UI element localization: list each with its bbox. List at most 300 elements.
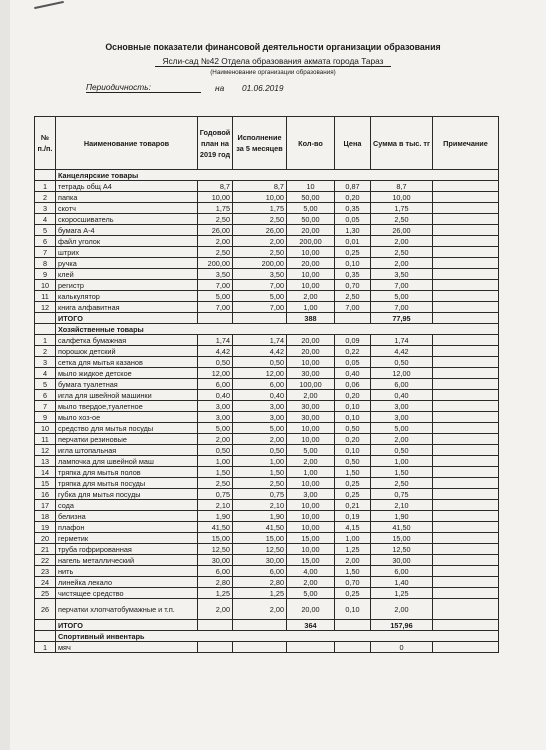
note-cell <box>433 357 499 368</box>
sum-value: 41,50 <box>371 522 433 533</box>
exec-value: 0,75 <box>233 489 287 500</box>
price-value: 1,25 <box>335 544 371 555</box>
table-row <box>35 258 499 269</box>
exec-value: 8,7 <box>233 181 287 192</box>
sum-value: 12,00 <box>371 368 433 379</box>
note-cell <box>433 192 499 203</box>
price-value: 0,22 <box>335 346 371 357</box>
sum-value: 26,00 <box>371 225 433 236</box>
note-cell <box>433 225 499 236</box>
col-header-exec: Исполнение за 5 месяцев <box>233 117 287 170</box>
total-row <box>35 620 499 631</box>
sum-value: 1,00 <box>371 456 433 467</box>
report-date: 01.06.2019 <box>242 83 284 93</box>
exec-value: 41,50 <box>233 522 287 533</box>
table-row <box>35 269 499 280</box>
pen-mark <box>34 1 64 9</box>
row-number: 26 <box>35 599 56 620</box>
row-number: 16 <box>35 489 56 500</box>
exec-value: 3,00 <box>233 412 287 423</box>
item-name: книга алфавитная <box>56 302 198 313</box>
col-header-qty: Кол-во <box>287 117 335 170</box>
item-name: игла штопальная <box>56 445 198 456</box>
section-title: Хозяйственные товары <box>56 324 499 335</box>
exec-value: 200,00 <box>233 258 287 269</box>
row-number: 11 <box>35 291 56 302</box>
exec-value: 0,40 <box>233 390 287 401</box>
row-number: 2 <box>35 346 56 357</box>
row-number: 6 <box>35 236 56 247</box>
price-value: 0,10 <box>335 401 371 412</box>
price-value: 0,25 <box>335 489 371 500</box>
sum-value: 8,7 <box>371 181 433 192</box>
sum-value: 5,00 <box>371 423 433 434</box>
plan-value: 41,50 <box>198 522 233 533</box>
table-row <box>35 588 499 599</box>
section-title: Канцелярские товары <box>56 170 499 181</box>
sum-value: 3,00 <box>371 401 433 412</box>
plan-value: 12,50 <box>198 544 233 555</box>
plan-value: 1,90 <box>198 511 233 522</box>
total-qty: 388 <box>287 313 335 324</box>
price-value <box>335 642 371 653</box>
plan-value: 7,00 <box>198 302 233 313</box>
sum-value: 1,75 <box>371 203 433 214</box>
price-value: 0,10 <box>335 445 371 456</box>
price-value: 0,05 <box>335 214 371 225</box>
price-value: 1,50 <box>335 467 371 478</box>
plan-value: 0,50 <box>198 357 233 368</box>
sum-value: 3,00 <box>371 412 433 423</box>
sum-value: 0,40 <box>371 390 433 401</box>
note-cell <box>433 280 499 291</box>
exec-value: 2,80 <box>233 577 287 588</box>
item-name: калькулятор <box>56 291 198 302</box>
plan-value: 0,50 <box>198 445 233 456</box>
row-number: 12 <box>35 445 56 456</box>
period-na: на <box>215 83 225 93</box>
table-row <box>35 357 499 368</box>
qty-value: 10,00 <box>287 522 335 533</box>
price-value: 0,09 <box>335 335 371 346</box>
table-row <box>35 577 499 588</box>
note-cell <box>433 390 499 401</box>
price-value: 0,87 <box>335 181 371 192</box>
exec-value: 2,10 <box>233 500 287 511</box>
price-value: 0,06 <box>335 379 371 390</box>
qty-value: 2,00 <box>287 577 335 588</box>
item-name: чистящее средство <box>56 588 198 599</box>
exec-value: 0,50 <box>233 357 287 368</box>
price-value: 0,20 <box>335 390 371 401</box>
item-name: средство для мытья посуды <box>56 423 198 434</box>
price-value: 0,20 <box>335 434 371 445</box>
qty-value: 10,00 <box>287 357 335 368</box>
table-cell <box>335 620 371 631</box>
exec-value: 6,00 <box>233 379 287 390</box>
plan-value: 3,00 <box>198 412 233 423</box>
sum-value: 6,00 <box>371 566 433 577</box>
note-cell <box>433 456 499 467</box>
period-label: Периодичность: <box>86 82 201 93</box>
table-cell <box>35 170 56 181</box>
organization-name: Ясли-сад №42 Отдела образования акмата города Тараз <box>155 56 392 67</box>
plan-value: 2,80 <box>198 577 233 588</box>
item-name: файл уголок <box>56 236 198 247</box>
table-row <box>35 445 499 456</box>
qty-value: 4,00 <box>287 566 335 577</box>
section-row <box>35 170 499 181</box>
note-cell <box>433 544 499 555</box>
row-number: 1 <box>35 181 56 192</box>
note-cell <box>433 181 499 192</box>
price-value: 0,25 <box>335 478 371 489</box>
note-cell <box>433 379 499 390</box>
row-number: 5 <box>35 379 56 390</box>
price-value: 0,10 <box>335 599 371 620</box>
row-number: 7 <box>35 401 56 412</box>
total-label: ИТОГО <box>56 313 198 324</box>
item-name: белизна <box>56 511 198 522</box>
note-cell <box>433 247 499 258</box>
row-number: 21 <box>35 544 56 555</box>
item-name: бумага А-4 <box>56 225 198 236</box>
table-row <box>35 412 499 423</box>
item-name: бумага туалетная <box>56 379 198 390</box>
sum-value: 0,75 <box>371 489 433 500</box>
table-row <box>35 456 499 467</box>
table-cell <box>35 631 56 642</box>
note-cell <box>433 500 499 511</box>
row-number: 11 <box>35 434 56 445</box>
exec-value: 30,00 <box>233 555 287 566</box>
price-value: 0,40 <box>335 368 371 379</box>
row-number: 12 <box>35 302 56 313</box>
table-cell <box>35 324 56 335</box>
plan-value: 0,40 <box>198 390 233 401</box>
item-name: регистр <box>56 280 198 291</box>
exec-value: 6,00 <box>233 566 287 577</box>
qty-value: 20,00 <box>287 346 335 357</box>
table-cell <box>433 620 499 631</box>
qty-value: 100,00 <box>287 379 335 390</box>
row-number: 1 <box>35 642 56 653</box>
document-title: Основные показатели финансовой деятельности организации образования <box>105 42 441 52</box>
exec-value: 2,50 <box>233 247 287 258</box>
row-number: 14 <box>35 467 56 478</box>
table-cell <box>433 313 499 324</box>
plan-value: 7,00 <box>198 280 233 291</box>
table-row <box>35 566 499 577</box>
qty-value: 3,00 <box>287 489 335 500</box>
plan-value: 1,75 <box>198 203 233 214</box>
price-value: 0,05 <box>335 357 371 368</box>
qty-value: 5,00 <box>287 445 335 456</box>
price-value: 0,70 <box>335 577 371 588</box>
note-cell <box>433 214 499 225</box>
price-value: 4,15 <box>335 522 371 533</box>
qty-value: 5,00 <box>287 203 335 214</box>
table-row <box>35 423 499 434</box>
sum-value: 3,50 <box>371 269 433 280</box>
table-row <box>35 181 499 192</box>
table-row <box>35 489 499 500</box>
sum-value: 1,50 <box>371 467 433 478</box>
note-cell <box>433 588 499 599</box>
table-row <box>35 291 499 302</box>
table-row <box>35 401 499 412</box>
exec-value: 2,50 <box>233 214 287 225</box>
table-row <box>35 236 499 247</box>
note-cell <box>433 291 499 302</box>
qty-value: 10,00 <box>287 500 335 511</box>
row-number: 2 <box>35 192 56 203</box>
col-header-price: Цена <box>335 117 371 170</box>
item-name: труба гофрированная <box>56 544 198 555</box>
qty-value: 10,00 <box>287 247 335 258</box>
row-number: 24 <box>35 577 56 588</box>
qty-value: 2,00 <box>287 291 335 302</box>
paper-edge <box>0 0 10 750</box>
exec-value: 1,25 <box>233 588 287 599</box>
sum-value: 1,90 <box>371 511 433 522</box>
total-row <box>35 313 499 324</box>
total-label: ИТОГО <box>56 620 198 631</box>
price-value: 1,50 <box>335 566 371 577</box>
table-row <box>35 500 499 511</box>
plan-value: 1,00 <box>198 456 233 467</box>
plan-value: 2,50 <box>198 247 233 258</box>
col-header-name: Наименование товаров <box>56 117 198 170</box>
row-number: 7 <box>35 247 56 258</box>
organization-line <box>0 56 546 66</box>
exec-value: 4,42 <box>233 346 287 357</box>
table-cell <box>35 620 56 631</box>
plan-value: 2,00 <box>198 434 233 445</box>
plan-value: 5,00 <box>198 423 233 434</box>
exec-value: 2,00 <box>233 434 287 445</box>
table-header <box>35 117 499 170</box>
qty-value: 2,00 <box>287 456 335 467</box>
plan-value: 2,10 <box>198 500 233 511</box>
row-number: 10 <box>35 280 56 291</box>
qty-value: 20,00 <box>287 335 335 346</box>
table-row <box>35 544 499 555</box>
note-cell <box>433 533 499 544</box>
table-cell <box>198 313 233 324</box>
item-name: мыло хоз-ое <box>56 412 198 423</box>
note-cell <box>433 522 499 533</box>
row-number: 6 <box>35 390 56 401</box>
note-cell <box>433 566 499 577</box>
plan-value: 12,00 <box>198 368 233 379</box>
item-name: тряпка для мытья полов <box>56 467 198 478</box>
plan-value: 8,7 <box>198 181 233 192</box>
plan-value: 30,00 <box>198 555 233 566</box>
exec-value: 12,50 <box>233 544 287 555</box>
price-value: 2,50 <box>335 291 371 302</box>
note-cell <box>433 258 499 269</box>
sum-value: 7,00 <box>371 280 433 291</box>
sum-value: 0,50 <box>371 445 433 456</box>
organization-note: (Наименование организации образования) <box>210 69 336 76</box>
price-value: 0,50 <box>335 423 371 434</box>
plan-value: 1,50 <box>198 467 233 478</box>
price-value: 2,00 <box>335 555 371 566</box>
note-cell <box>433 302 499 313</box>
item-name: порошок детский <box>56 346 198 357</box>
note-cell <box>433 467 499 478</box>
plan-value: 6,00 <box>198 566 233 577</box>
price-value: 0,10 <box>335 412 371 423</box>
table-row <box>35 247 499 258</box>
row-number: 23 <box>35 566 56 577</box>
row-number: 25 <box>35 588 56 599</box>
item-name: сетка для мытья казанов <box>56 357 198 368</box>
qty-value: 10,00 <box>287 423 335 434</box>
row-number: 5 <box>35 225 56 236</box>
item-name: салфетка бумажная <box>56 335 198 346</box>
exec-value: 15,00 <box>233 533 287 544</box>
note-cell <box>433 445 499 456</box>
plan-value: 3,00 <box>198 401 233 412</box>
sum-value: 2,00 <box>371 434 433 445</box>
sum-value: 4,42 <box>371 346 433 357</box>
qty-value: 30,00 <box>287 368 335 379</box>
col-header-plan: Годовой план на 2019 год <box>198 117 233 170</box>
item-name: лампочка для швейной маш <box>56 456 198 467</box>
exec-value: 7,00 <box>233 302 287 313</box>
col-header-note: Примечание <box>433 117 499 170</box>
table-row <box>35 346 499 357</box>
table-row <box>35 302 499 313</box>
col-header-number: № п./п. <box>35 117 56 170</box>
exec-value: 1,90 <box>233 511 287 522</box>
note-cell <box>433 335 499 346</box>
note-cell <box>433 478 499 489</box>
sum-value: 10,00 <box>371 192 433 203</box>
qty-value: 15,00 <box>287 555 335 566</box>
qty-value: 20,00 <box>287 258 335 269</box>
qty-value: 10,00 <box>287 511 335 522</box>
table-row <box>35 642 499 653</box>
sum-value: 2,50 <box>371 247 433 258</box>
total-sum: 77,95 <box>371 313 433 324</box>
sum-value: 2,50 <box>371 214 433 225</box>
note-cell <box>433 236 499 247</box>
note-cell <box>433 642 499 653</box>
plan-value: 5,00 <box>198 291 233 302</box>
table-row <box>35 368 499 379</box>
sum-value: 30,00 <box>371 555 433 566</box>
row-number: 22 <box>35 555 56 566</box>
row-number: 19 <box>35 522 56 533</box>
row-number: 1 <box>35 335 56 346</box>
qty-value: 1,00 <box>287 467 335 478</box>
price-value: 1,30 <box>335 225 371 236</box>
plan-value: 2,00 <box>198 599 233 620</box>
section-title: Спортивный инвентарь <box>56 631 499 642</box>
item-name: нить <box>56 566 198 577</box>
price-value: 1,00 <box>335 533 371 544</box>
sum-value: 1,40 <box>371 577 433 588</box>
note-cell <box>433 412 499 423</box>
note-cell <box>433 346 499 357</box>
sum-value: 15,00 <box>371 533 433 544</box>
item-name: скотч <box>56 203 198 214</box>
note-cell <box>433 555 499 566</box>
exec-value: 5,00 <box>233 291 287 302</box>
plan-value: 15,00 <box>198 533 233 544</box>
qty-value: 5,00 <box>287 588 335 599</box>
item-name: ручка <box>56 258 198 269</box>
item-name: тетрадь общ А4 <box>56 181 198 192</box>
note-cell <box>433 401 499 412</box>
table-row <box>35 214 499 225</box>
qty-value: 30,00 <box>287 401 335 412</box>
price-value: 0,20 <box>335 192 371 203</box>
row-number: 3 <box>35 357 56 368</box>
plan-value: 1,74 <box>198 335 233 346</box>
row-number: 13 <box>35 456 56 467</box>
row-number: 4 <box>35 214 56 225</box>
plan-value: 200,00 <box>198 258 233 269</box>
item-name: перчатки резиновые <box>56 434 198 445</box>
sum-value: 2,00 <box>371 599 433 620</box>
note-cell <box>433 423 499 434</box>
table-row <box>35 533 499 544</box>
table-row <box>35 390 499 401</box>
plan-value: 1,25 <box>198 588 233 599</box>
exec-value: 7,00 <box>233 280 287 291</box>
note-cell <box>433 434 499 445</box>
sum-value: 1,74 <box>371 335 433 346</box>
qty-value: 50,00 <box>287 214 335 225</box>
item-name: губка для мытья посуды <box>56 489 198 500</box>
section-row <box>35 631 499 642</box>
qty-value: 10,00 <box>287 544 335 555</box>
plan-value: 2,50 <box>198 478 233 489</box>
item-name: герметик <box>56 533 198 544</box>
price-value: 7,00 <box>335 302 371 313</box>
table-row <box>35 478 499 489</box>
row-number: 15 <box>35 478 56 489</box>
item-name: скоросшиватель <box>56 214 198 225</box>
table-row <box>35 434 499 445</box>
exec-value: 1,75 <box>233 203 287 214</box>
table-row <box>35 379 499 390</box>
price-value: 0,50 <box>335 456 371 467</box>
exec-value: 5,00 <box>233 423 287 434</box>
note-cell <box>433 511 499 522</box>
price-value: 0,19 <box>335 511 371 522</box>
row-number: 3 <box>35 203 56 214</box>
exec-value: 0,50 <box>233 445 287 456</box>
item-name: сода <box>56 500 198 511</box>
plan-value: 4,42 <box>198 346 233 357</box>
sum-value: 6,00 <box>371 379 433 390</box>
item-name: плафон <box>56 522 198 533</box>
sum-value: 2,10 <box>371 500 433 511</box>
sum-value: 7,00 <box>371 302 433 313</box>
table-row <box>35 192 499 203</box>
item-name: линейка лекало <box>56 577 198 588</box>
exec-value: 12,00 <box>233 368 287 379</box>
table-row <box>35 335 499 346</box>
qty-value: 20,00 <box>287 225 335 236</box>
plan-value: 2,00 <box>198 236 233 247</box>
qty-value: 200,00 <box>287 236 335 247</box>
